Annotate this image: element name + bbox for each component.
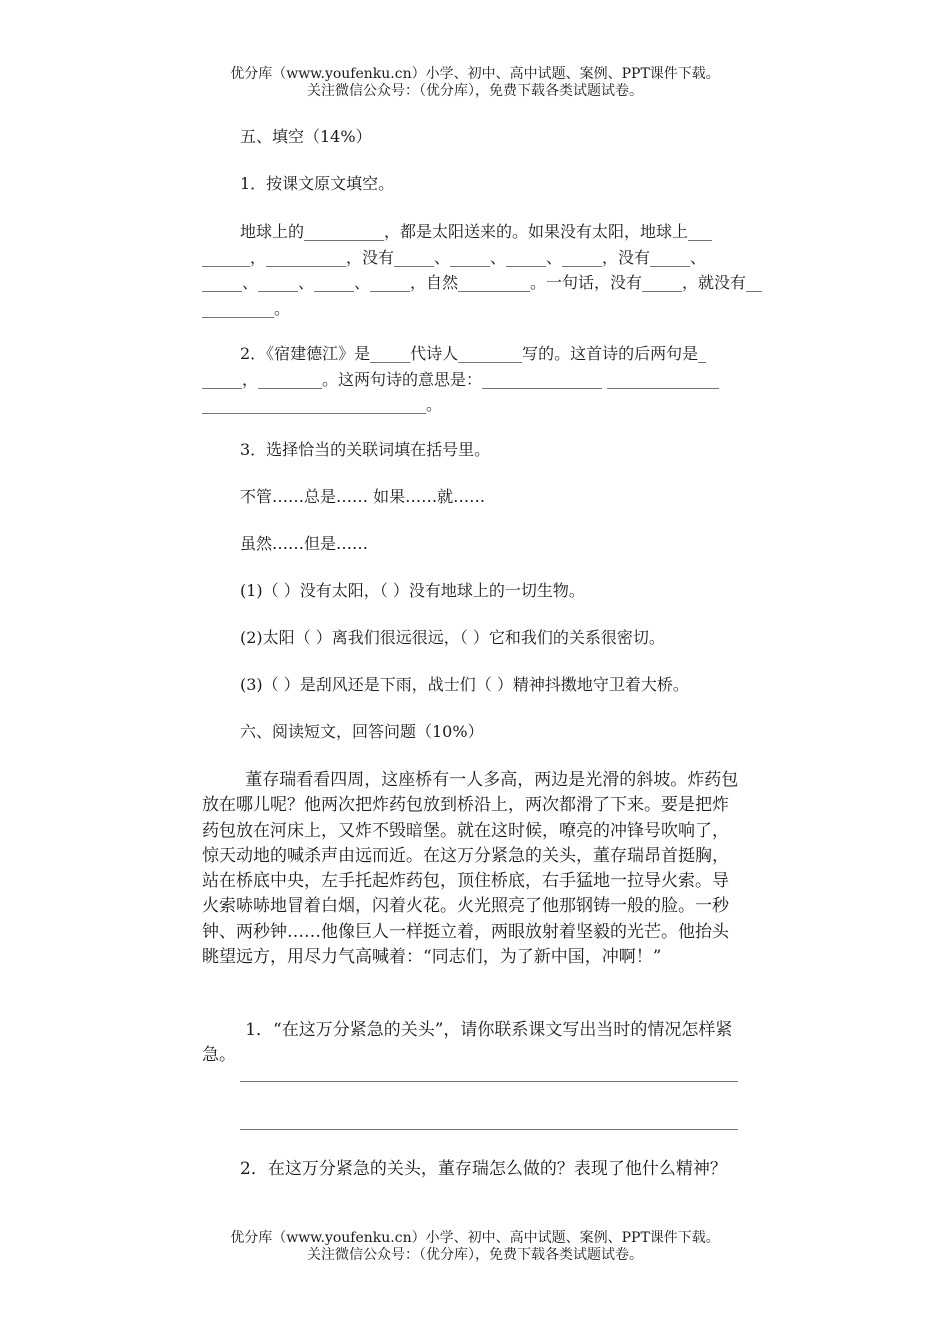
q2-line-2: _____，________。这两句诗的意思是：_______________ ______________ xyxy=(202,369,720,389)
passage-line-3: 药包放在河床上，又炸不毁暗堡。就在这时候，嘹亮的冲锋号吹响了， xyxy=(202,820,729,841)
page-header xyxy=(0,66,950,100)
q1-fill-blank-text xyxy=(202,219,806,321)
footer-line-2: 关注微信公众号：（优分库），免费下载各类试题试卷。 xyxy=(307,1247,643,1263)
s6-q1-line-2: 急。 xyxy=(202,1045,236,1065)
section-5-title: 五、填空（14%） xyxy=(240,127,372,146)
q1-line-4: _________。 xyxy=(202,298,291,318)
q3-options-line-1: 不管……总是…… 如果……就…… xyxy=(240,487,486,506)
page-footer xyxy=(0,1230,950,1264)
q3-item-3: (3)（ ）是刮风还是下雨，战士们（ ）精神抖擞地守卫着大桥。 xyxy=(240,675,689,694)
q1-line-1: 地球上的__________，都是太阳送来的。如果没有太阳，地球上___ xyxy=(240,222,713,241)
passage-line-6: 火索哧哧地冒着白烟，闪着火花。火光照亮了他那钢铸一般的脸。一秒 xyxy=(202,896,729,917)
q2-line-3: ____________________________。 xyxy=(202,395,443,414)
q1-line-2: ______，__________，没有_____、_____、_____、_____，没有_____、 xyxy=(202,247,707,267)
answer-line-2[interactable] xyxy=(240,1129,738,1130)
header-line-2: 关注微信公众号：（优分库），免费下载各类试题试卷。 xyxy=(307,83,643,99)
passage-line-7: 钟、两秒钟……他像巨人一样挺立着，两眼放射着坚毅的光芒。他抬头 xyxy=(202,921,729,942)
section-6-title: 六、阅读短文，回答问题（10%） xyxy=(240,722,484,741)
answer-line-1[interactable] xyxy=(240,1081,738,1082)
q3-item-1: (1)（ ）没有太阳，（ ）没有地球上的一切生物。 xyxy=(240,581,585,600)
q2-line-1: 2．《宿建德江》是_____代诗人________写的。这首诗的后两句是_ xyxy=(240,344,707,363)
section-6-q1 xyxy=(202,1018,806,1068)
section-6-q2: 2．在这万分紧急的关头，董存瑞怎么做的？表现了他什么精神？ xyxy=(240,1159,727,1179)
s6-q1-line-1: 1．“在这万分紧急的关头”，请你联系课文写出当时的情况怎样紧 xyxy=(202,1020,733,1040)
passage-line-1: 董存瑞看看四周，这座桥有一人多高，两边是光滑的斜坡。炸药包 xyxy=(202,770,739,790)
q1-title: 1．按课文原文填空。 xyxy=(240,174,395,193)
footer-line-1: 优分库（www.youfenku.cn）小学、初中、高中试题、案例、PPT课件下载。 xyxy=(230,1230,720,1246)
passage-line-8: 眺望远方，用尽力气高喊着：“同志们，为了新中国，冲啊！” xyxy=(202,947,662,968)
q1-line-3: _____、_____、_____、_____，自然_________。一句话，没有_____，就没有__ xyxy=(202,273,763,292)
passage-line-2: 放在哪儿呢？他两次把炸药包放到桥沿上，两次都滑了下来。要是把炸 xyxy=(202,795,729,816)
q3-title: 3．选择恰当的关联词填在括号里。 xyxy=(240,440,491,459)
header-line-1: 优分库（www.youfenku.cn）小学、初中、高中试题、案例、PPT课件下载。 xyxy=(230,66,720,82)
passage-line-5: 站在桥底中央，左手托起炸药包，顶住桥底，右手猛地一拉导火索。导 xyxy=(202,871,729,892)
q3-options-line-2: 虽然……但是…… xyxy=(240,534,369,553)
q2-fill-blank-text xyxy=(202,341,806,418)
passage-line-4: 惊天动地的喊杀声由远而近。在这万分紧急的关头，董存瑞昂首挺胸， xyxy=(202,845,729,866)
reading-passage xyxy=(202,768,806,970)
q3-item-2: (2)太阳（ ）离我们很远很远，（ ）它和我们的关系很密切。 xyxy=(240,628,665,647)
